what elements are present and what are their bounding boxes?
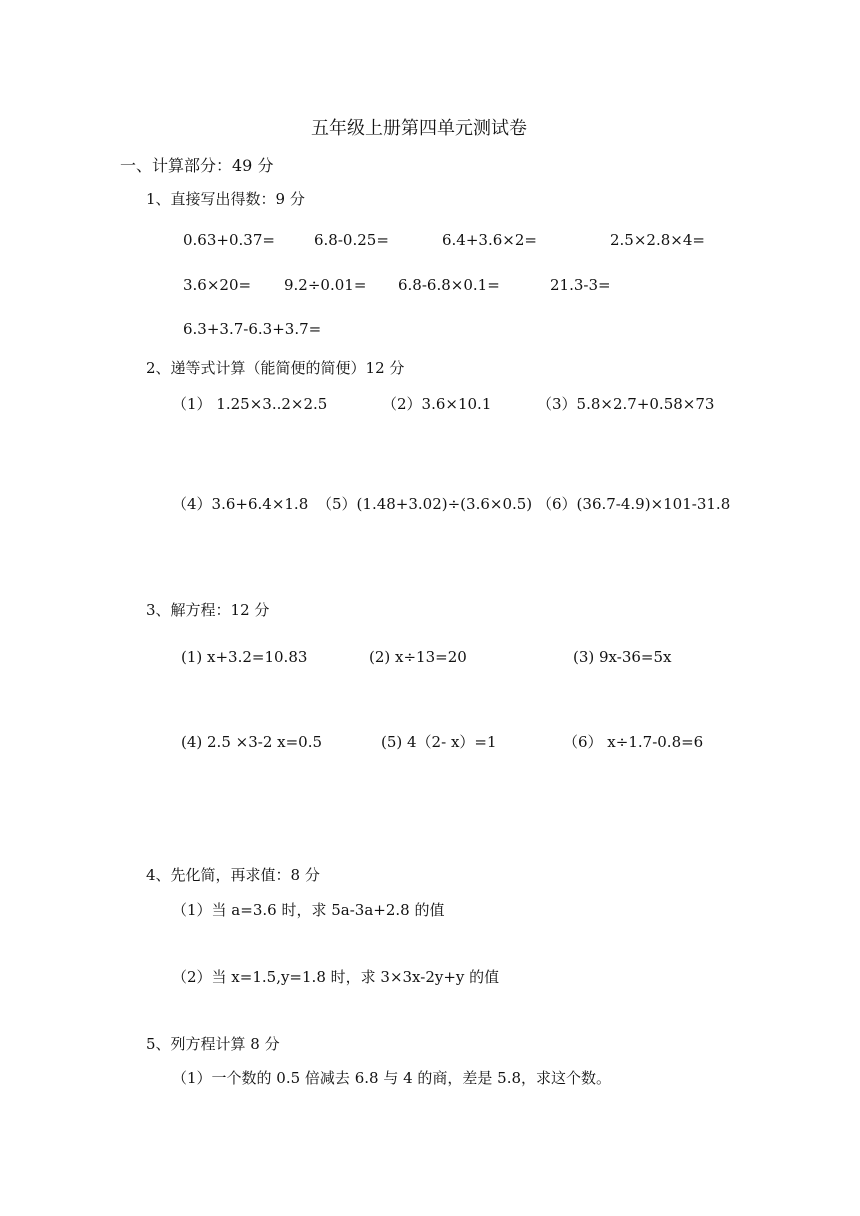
q1-item: 9.2÷0.01= (284, 276, 367, 294)
q1-item: 6.8-0.25= (314, 231, 389, 249)
q1-item: 6.4+3.6×2= (442, 231, 537, 249)
q5-item: （1）一个数的 0.5 倍减去 6.8 与 4 的商，差是 5.8，求这个数。 (172, 1069, 612, 1087)
q3-item: (5) 4（2- x）=1 (381, 733, 497, 751)
q1-item: 3.6×20= (183, 276, 252, 294)
q1-item: 0.63+0.37= (183, 231, 275, 249)
q2-item: （4）3.6+6.4×1.8 (172, 495, 309, 513)
section-heading: 一、计算部分：49 分 (120, 156, 274, 175)
q3-item: (2) x÷13=20 (369, 648, 467, 666)
q2-item: （1） 1.25×3..2×2.5 (172, 395, 328, 413)
page-title: 五年级上册第四单元测试卷 (311, 118, 527, 139)
question-4-heading: 4、先化简，再求值：8 分 (146, 866, 320, 884)
q4-item: （1）当 a=3.6 时，求 5a-3a+2.8 的值 (172, 901, 445, 919)
q3-item: （6） x÷1.7-0.8=6 (563, 733, 704, 751)
q4-item: （2）当 x=1.5,y=1.8 时，求 3×3x-2y+y 的值 (172, 968, 500, 986)
question-3-heading: 3、解方程：12 分 (146, 601, 270, 619)
question-1-heading: 1、直接写出得数：9 分 (146, 190, 305, 208)
q2-item: （6）(36.7-4.9)×101-31.8 (537, 495, 731, 513)
q3-item: (4) 2.5 ×3-2 x=0.5 (181, 733, 323, 751)
q1-item: 2.5×2.8×4= (610, 231, 705, 249)
question-5-heading: 5、列方程计算 8 分 (146, 1035, 280, 1053)
q2-item: （2）3.6×10.1 (382, 395, 492, 413)
q3-item: (1) x+3.2=10.83 (181, 648, 308, 666)
q1-item: 6.8-6.8×0.1= (398, 276, 500, 294)
q2-item: （3）5.8×2.7+0.58×73 (537, 395, 715, 413)
q1-item: 21.3-3= (550, 276, 611, 294)
q2-item: （5）(1.48+3.02)÷(3.6×0.5) (317, 495, 533, 513)
q3-item: (3) 9x-36=5x (573, 648, 672, 666)
question-2-heading: 2、递等式计算（能简便的简便）12 分 (146, 359, 405, 377)
q1-item: 6.3+3.7-6.3+3.7= (183, 320, 322, 338)
